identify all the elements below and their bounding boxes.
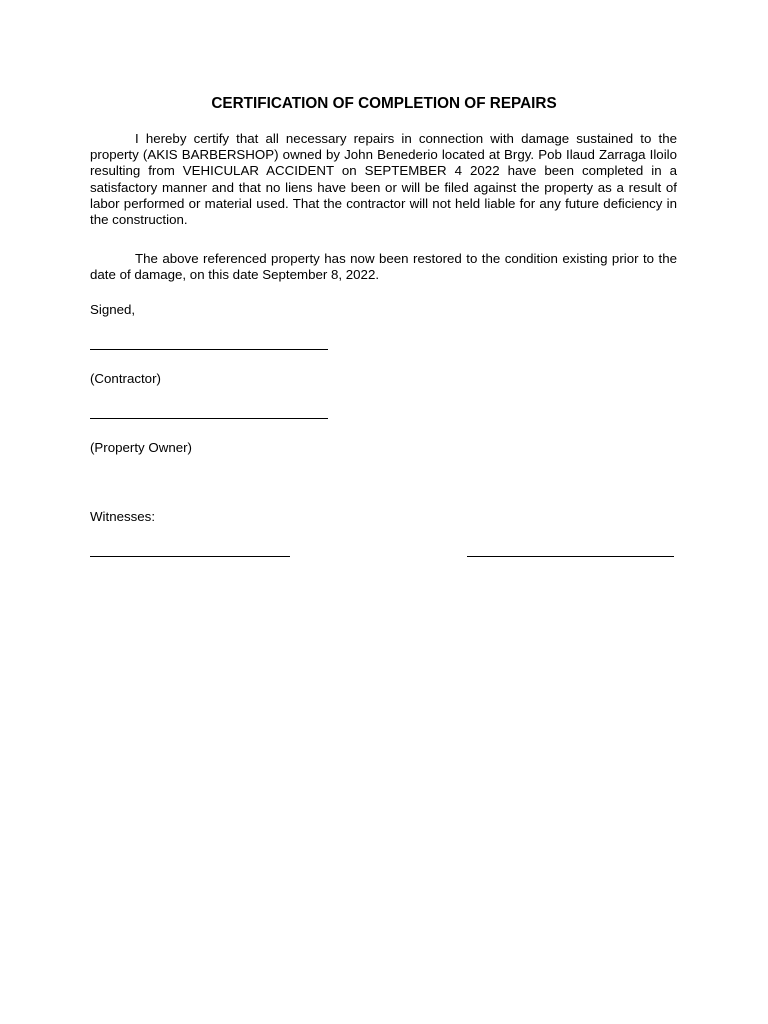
signed-label: Signed,: [90, 302, 136, 317]
restoration-paragraph: The above referenced property has now been restored to the condition existing prior to the date of damage, on this date September 8, 2022.: [90, 251, 677, 283]
certification-paragraph: I hereby certify that all necessary repairs in connection with damage sustained to the property (AKIS BARBERSHOP) owned by John Benederio located at Brgy. Pob Ilaud Zarraga Iloilo resulting from VEHICULAR ACCIDENT on SEPTEMBER 4 2022 have been completed in a satisfactory manner and that no liens have been or will be filed against the property as a result of labor performed or material used. That the contractor will not held liable for any future deficiency in the construction.: [90, 131, 677, 228]
document-title: CERTIFICATION OF COMPLETION OF REPAIRS: [211, 95, 557, 112]
property-owner-label: (Property Owner): [90, 440, 192, 455]
contractor-signature-line: [90, 349, 328, 350]
witness-2-signature-line: [467, 556, 674, 557]
witnesses-label: Witnesses:: [90, 509, 156, 524]
contractor-label: (Contractor): [90, 371, 161, 386]
witness-1-signature-line: [90, 556, 290, 557]
owner-signature-line: [90, 418, 328, 419]
